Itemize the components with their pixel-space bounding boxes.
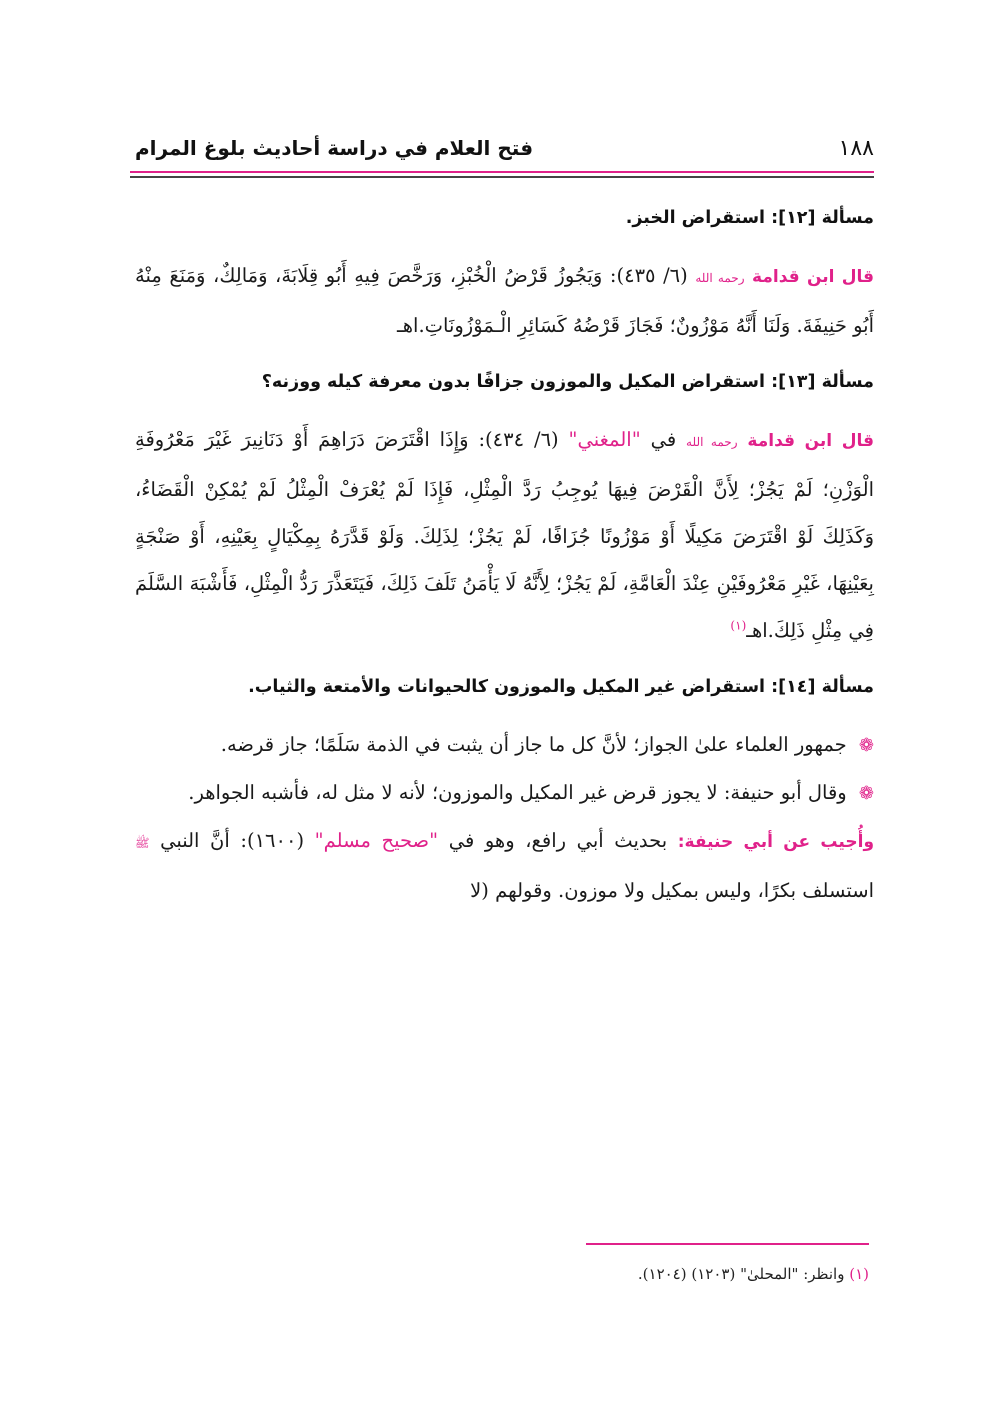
issue-12-heading <box>135 195 874 242</box>
running-title: فتح العلام في دراسة أحاديث بلوغ المرام <box>135 136 534 160</box>
page-number: ١٨٨ <box>838 135 874 161</box>
issue-title: استقراض غير المكيل والموزون كالحيوانات والأمتعة والثياب. <box>248 677 766 697</box>
issue-13-heading <box>135 359 874 406</box>
page-header <box>135 128 874 168</box>
flower-bullet-icon: ❁ <box>858 783 874 804</box>
book-name: "المغني" <box>568 428 641 451</box>
header-rule-pink <box>130 171 874 173</box>
book-name: "صحيح مسلم" <box>314 829 439 852</box>
footnote <box>638 1265 869 1283</box>
footnote-text: وانظر: "المحلیٰ" (١٢٠٣) (١٢٠٤). <box>637 1265 845 1283</box>
quote-lead: قال ابن قدامة <box>752 267 874 287</box>
bullet-item <box>135 769 874 817</box>
issue-label: مسألة [١٢]: <box>771 208 874 228</box>
quote-text: وَيَجُوزُ قَرْضُ الْخُبْزِ، وَرَخَّصَ فِيهِ أَبُو قِلَابَةَ، وَمَالِكٌ، وَمَنَعَ مِنْهُ أَبُو حَنِيفَةَ. وَلَنَا أَنَّهُ مَوْزُونٌ؛ فَجَازَ قَرْضُهُ كَسَائِرِ الْـمَوْزُونَاتِ.اهـ <box>135 264 874 337</box>
issue-title: استقراض المكيل والموزون جزافًا بدون معرفة كيله ووزنه؟ <box>261 372 766 392</box>
header-rule-dark <box>130 176 874 178</box>
issue-12-quote <box>135 252 874 349</box>
bullet-text: وقال أبو حنيفة: لا يجوز قرض غير المكيل والموزون؛ لأنه لا مثل له، فأشبه الجواهر. <box>188 781 847 804</box>
quote-text: وَإِذَا اقْتَرَضَ دَرَاهِمَ أَوْ دَنَانِيرَ غَيْرَ مَعْرُوفَةِ الْوَزْنِ؛ لَمْ يَجُزْ؛ لِأَنَّ الْقَرْضَ فِيهَا يُوجِبُ رَدَّ الْمِثْلِ، فَإِذَا لَمْ يُعْرَفْ الْمِثْلُ لَمْ يُمْكِنْ الْقَضَاءُ، وَكَذَلِكَ لَوْ اقْتَرَضَ مَكِيلًا أَوْ مَوْزُونًا جُزَافًا، لَمْ يَجُزْ؛ لِذَلِكَ. وَلَوْ قَدَّرَهُ بِمِكْيَالٍ بِعَيْنِهِ، أَوْ صَنْجَةٍ بِعَيْنِهَا، غَيْرِ مَعْرُوفَيْنِ عِنْدَ الْعَامَّةِ، لَمْ يَجُزْ؛ لِأَنَّهُ لَا يَأْمَنُ تَلَفَ ذَلِكَ، فَيَتَعَذَّرَ رَدُّ الْمِثْلِ، فَأَشْبَهَ السَّلَمَ فِي مِثْلِ ذَلِكَ.اهـ <box>135 428 874 642</box>
issue-label: مسألة [١٣]: <box>771 372 874 392</box>
footnote-marker[interactable]: (١) <box>730 618 747 633</box>
answer-text: استسلف بكرًا، وليس بمكيل ولا موزون. وقولهم (لا <box>470 879 874 902</box>
issue-label: مسألة [١٤]: <box>771 677 874 697</box>
honorific: رحمه الله <box>695 271 745 285</box>
bullet-text: جمهور العلماء علىٰ الجواز؛ لأنَّ كل ما جاز أن يثبت في الذمة سَلَمًا؛ جاز قرضه. <box>220 733 847 756</box>
bullet-item <box>135 721 874 769</box>
answer-paragraph <box>135 817 874 914</box>
issue-13-quote <box>135 416 874 654</box>
page-body <box>135 195 874 914</box>
issue-14-heading <box>135 664 874 711</box>
answer-lead: وأُجيب عن أبي حنيفة: <box>677 832 875 852</box>
honorific: رحمه الله <box>686 435 738 449</box>
answer-text: (١٦٠٠): أنَّ النبي <box>160 829 305 852</box>
quote-reference: (٦/ ٤٣٤): <box>478 428 559 451</box>
footnote-number: (١) <box>849 1265 869 1283</box>
footnote-separator <box>586 1243 869 1245</box>
quote-lead: قال ابن قدامة <box>747 431 875 451</box>
answer-text: بحديث أبي رافع، وهو في <box>448 829 668 852</box>
quote-in: في <box>650 428 677 451</box>
flower-bullet-icon: ❁ <box>858 735 874 756</box>
quote-reference: (٦/ ٤٣٥): <box>609 264 688 287</box>
salawat-honorific: ﷺ <box>135 836 150 850</box>
issue-title: استقراض الخبز. <box>625 208 766 228</box>
